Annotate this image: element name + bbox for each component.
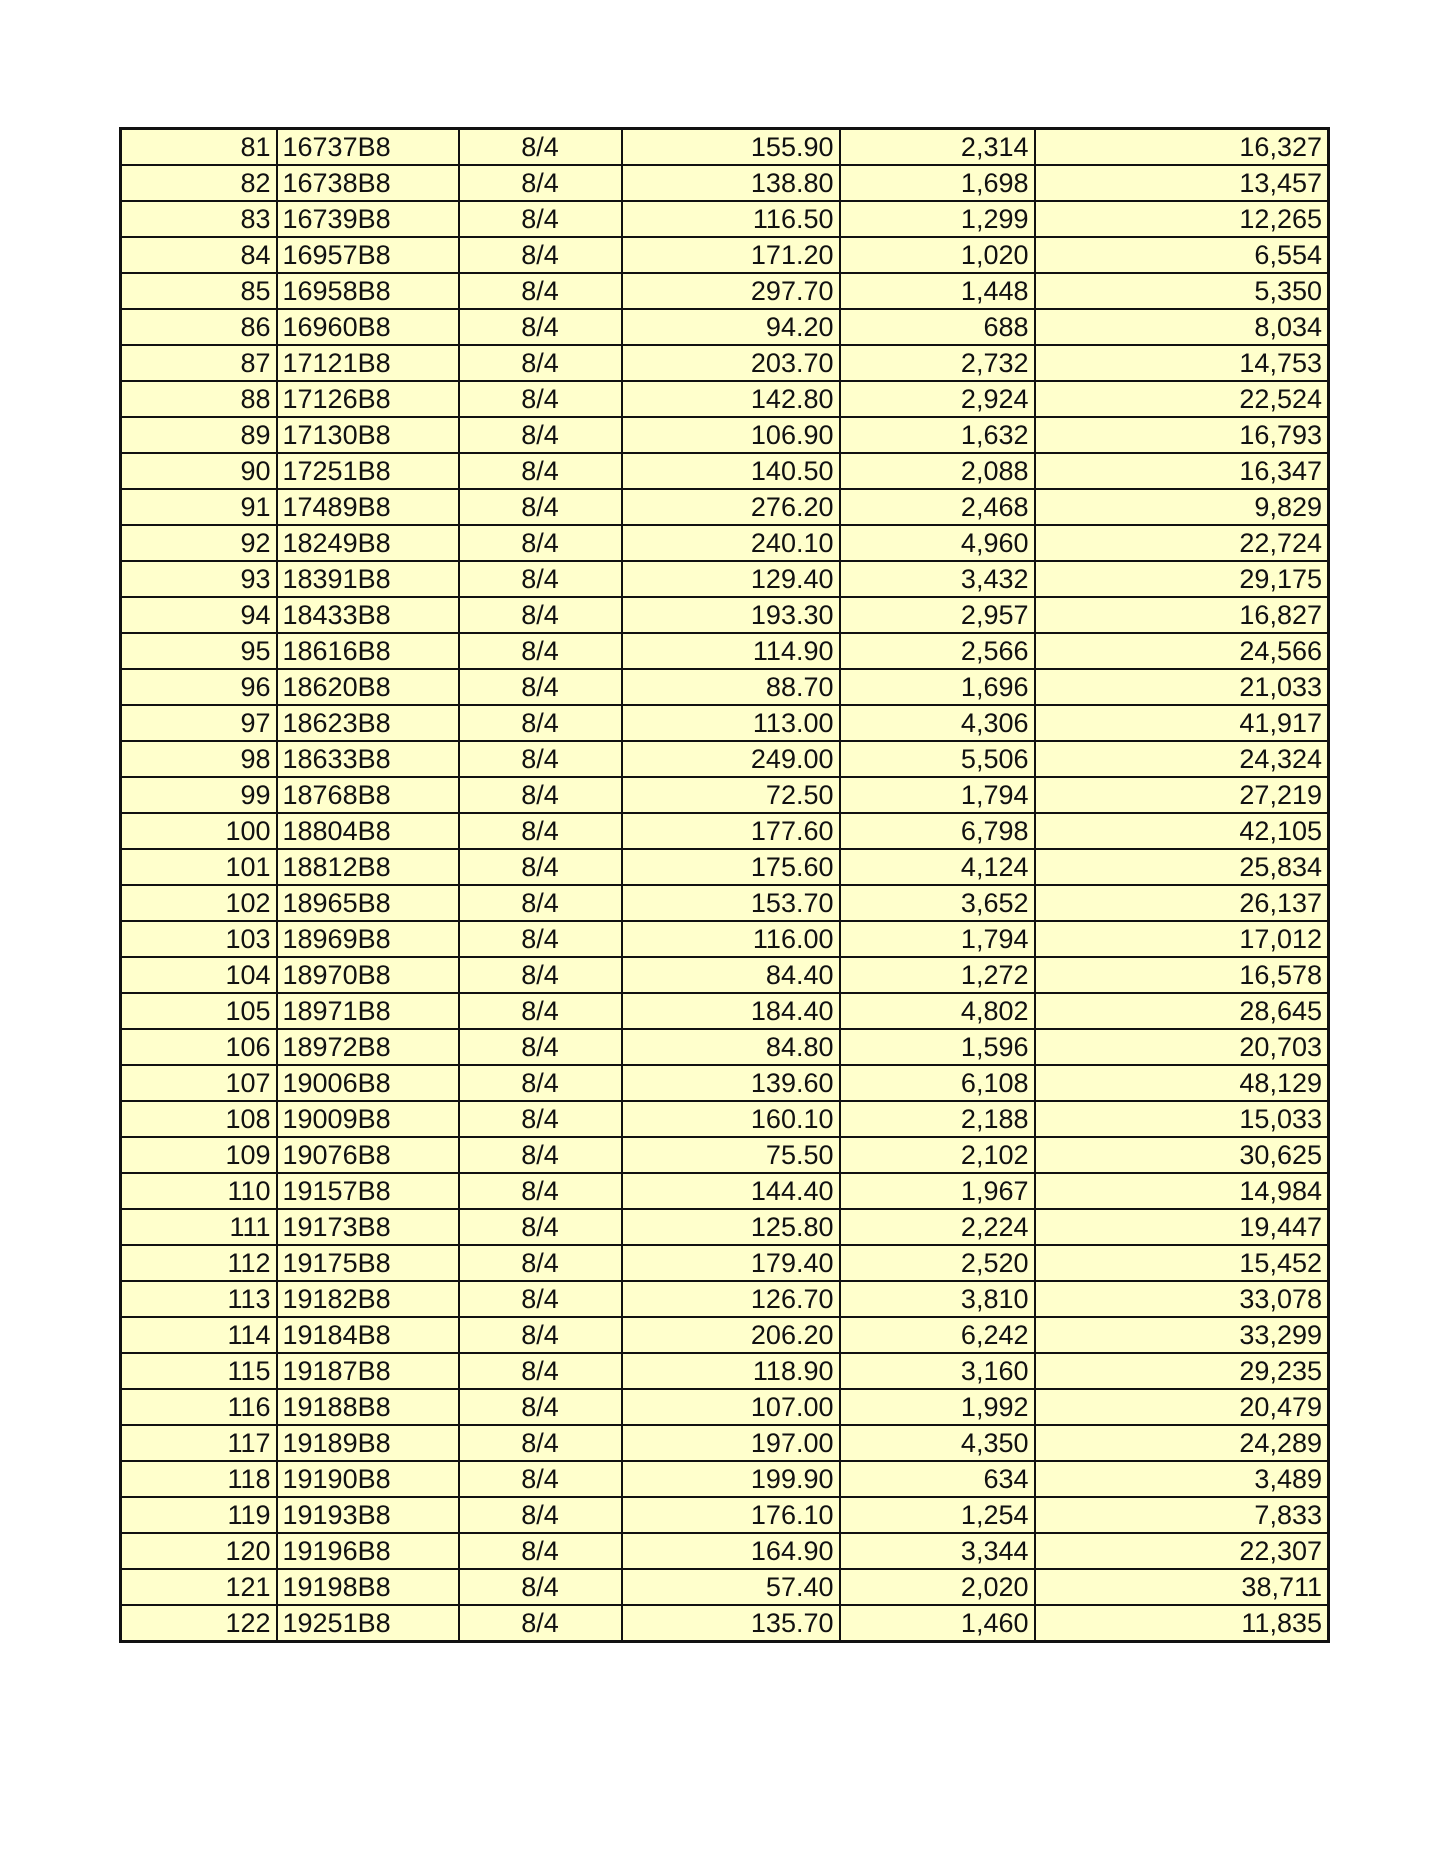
- item-code-cell: 17130B8: [277, 417, 459, 453]
- table-row: [121, 813, 1329, 849]
- row-number-cell: 104: [121, 957, 277, 993]
- thickness-cell: 8/4: [459, 633, 622, 669]
- count-cell: 6,242: [840, 1317, 1035, 1353]
- count-cell: 2,188: [840, 1101, 1035, 1137]
- value-cell: 297.70: [622, 273, 840, 309]
- value-cell: 199.90: [622, 1461, 840, 1497]
- table-row: [121, 1317, 1329, 1353]
- item-code-cell: 16960B8: [277, 309, 459, 345]
- thickness-cell: 8/4: [459, 1245, 622, 1281]
- row-number-cell: 95: [121, 633, 277, 669]
- table-row: [121, 1353, 1329, 1389]
- value-cell: 72.50: [622, 777, 840, 813]
- table-row: [121, 417, 1329, 453]
- total-cell: 21,033: [1035, 669, 1329, 705]
- value-cell: 164.90: [622, 1533, 840, 1569]
- total-cell: 29,235: [1035, 1353, 1329, 1389]
- total-cell: 16,327: [1035, 129, 1329, 166]
- table-row: [121, 561, 1329, 597]
- count-cell: 1,020: [840, 237, 1035, 273]
- value-cell: 129.40: [622, 561, 840, 597]
- thickness-cell: 8/4: [459, 1461, 622, 1497]
- total-cell: 27,219: [1035, 777, 1329, 813]
- thickness-cell: 8/4: [459, 1173, 622, 1209]
- table-row: [121, 129, 1329, 166]
- thickness-cell: 8/4: [459, 1569, 622, 1605]
- row-number-cell: 120: [121, 1533, 277, 1569]
- value-cell: 144.40: [622, 1173, 840, 1209]
- table-row: [121, 1389, 1329, 1425]
- item-code-cell: 19198B8: [277, 1569, 459, 1605]
- item-code-cell: 19190B8: [277, 1461, 459, 1497]
- value-cell: 203.70: [622, 345, 840, 381]
- thickness-cell: 8/4: [459, 453, 622, 489]
- row-number-cell: 112: [121, 1245, 277, 1281]
- table-row: [121, 1137, 1329, 1173]
- row-number-cell: 110: [121, 1173, 277, 1209]
- row-number-cell: 106: [121, 1029, 277, 1065]
- thickness-cell: 8/4: [459, 1425, 622, 1461]
- total-cell: 42,105: [1035, 813, 1329, 849]
- thickness-cell: 8/4: [459, 597, 622, 633]
- value-cell: 135.70: [622, 1605, 840, 1642]
- count-cell: 1,698: [840, 165, 1035, 201]
- row-number-cell: 100: [121, 813, 277, 849]
- item-code-cell: 16738B8: [277, 165, 459, 201]
- thickness-cell: 8/4: [459, 309, 622, 345]
- count-cell: 2,088: [840, 453, 1035, 489]
- table-row: [121, 597, 1329, 633]
- count-cell: 6,798: [840, 813, 1035, 849]
- thickness-cell: 8/4: [459, 1605, 622, 1642]
- count-cell: 1,794: [840, 777, 1035, 813]
- total-cell: 38,711: [1035, 1569, 1329, 1605]
- item-code-cell: 18969B8: [277, 921, 459, 957]
- table-row: [121, 1065, 1329, 1101]
- item-code-cell: 18391B8: [277, 561, 459, 597]
- count-cell: 634: [840, 1461, 1035, 1497]
- thickness-cell: 8/4: [459, 705, 622, 741]
- table-row: [121, 237, 1329, 273]
- thickness-cell: 8/4: [459, 525, 622, 561]
- count-cell: 1,992: [840, 1389, 1035, 1425]
- item-code-cell: 18623B8: [277, 705, 459, 741]
- item-code-cell: 16957B8: [277, 237, 459, 273]
- item-code-cell: 18971B8: [277, 993, 459, 1029]
- value-cell: 107.00: [622, 1389, 840, 1425]
- count-cell: 1,460: [840, 1605, 1035, 1642]
- thickness-cell: 8/4: [459, 813, 622, 849]
- item-code-cell: 19193B8: [277, 1497, 459, 1533]
- table-row: [121, 921, 1329, 957]
- item-code-cell: 18812B8: [277, 849, 459, 885]
- row-number-cell: 103: [121, 921, 277, 957]
- row-number-cell: 93: [121, 561, 277, 597]
- item-code-cell: 19182B8: [277, 1281, 459, 1317]
- value-cell: 88.70: [622, 669, 840, 705]
- item-code-cell: 18804B8: [277, 813, 459, 849]
- thickness-cell: 8/4: [459, 1065, 622, 1101]
- value-cell: 84.40: [622, 957, 840, 993]
- table-row: [121, 1605, 1329, 1642]
- value-cell: 175.60: [622, 849, 840, 885]
- table-row: [121, 1461, 1329, 1497]
- thickness-cell: 8/4: [459, 345, 622, 381]
- count-cell: 2,732: [840, 345, 1035, 381]
- row-number-cell: 86: [121, 309, 277, 345]
- count-cell: 1,448: [840, 273, 1035, 309]
- item-code-cell: 18768B8: [277, 777, 459, 813]
- row-number-cell: 115: [121, 1353, 277, 1389]
- count-cell: 2,957: [840, 597, 1035, 633]
- item-code-cell: 16739B8: [277, 201, 459, 237]
- item-code-cell: 17121B8: [277, 345, 459, 381]
- item-code-cell: 19076B8: [277, 1137, 459, 1173]
- thickness-cell: 8/4: [459, 1353, 622, 1389]
- row-number-cell: 117: [121, 1425, 277, 1461]
- item-code-cell: 17251B8: [277, 453, 459, 489]
- value-cell: 126.70: [622, 1281, 840, 1317]
- thickness-cell: 8/4: [459, 1317, 622, 1353]
- total-cell: 22,724: [1035, 525, 1329, 561]
- row-number-cell: 96: [121, 669, 277, 705]
- total-cell: 7,833: [1035, 1497, 1329, 1533]
- table-row: [121, 957, 1329, 993]
- table-row: [121, 741, 1329, 777]
- total-cell: 20,703: [1035, 1029, 1329, 1065]
- table-row: [121, 453, 1329, 489]
- row-number-cell: 94: [121, 597, 277, 633]
- table-body: [121, 129, 1329, 1642]
- value-cell: 75.50: [622, 1137, 840, 1173]
- value-cell: 171.20: [622, 237, 840, 273]
- count-cell: 1,596: [840, 1029, 1035, 1065]
- count-cell: 2,224: [840, 1209, 1035, 1245]
- value-cell: 276.20: [622, 489, 840, 525]
- count-cell: 1,696: [840, 669, 1035, 705]
- table-row: [121, 525, 1329, 561]
- row-number-cell: 121: [121, 1569, 277, 1605]
- count-cell: 4,124: [840, 849, 1035, 885]
- count-cell: 2,102: [840, 1137, 1035, 1173]
- count-cell: 2,314: [840, 129, 1035, 166]
- count-cell: 1,272: [840, 957, 1035, 993]
- value-cell: 94.20: [622, 309, 840, 345]
- item-code-cell: 19251B8: [277, 1605, 459, 1642]
- thickness-cell: 8/4: [459, 1137, 622, 1173]
- table-row: [121, 705, 1329, 741]
- item-code-cell: 18249B8: [277, 525, 459, 561]
- row-number-cell: 87: [121, 345, 277, 381]
- value-cell: 176.10: [622, 1497, 840, 1533]
- table-row: [121, 669, 1329, 705]
- thickness-cell: 8/4: [459, 669, 622, 705]
- count-cell: 2,566: [840, 633, 1035, 669]
- value-cell: 113.00: [622, 705, 840, 741]
- item-code-cell: 18972B8: [277, 1029, 459, 1065]
- row-number-cell: 108: [121, 1101, 277, 1137]
- value-cell: 197.00: [622, 1425, 840, 1461]
- table-row: [121, 489, 1329, 525]
- thickness-cell: 8/4: [459, 921, 622, 957]
- item-code-cell: 19187B8: [277, 1353, 459, 1389]
- value-cell: 116.00: [622, 921, 840, 957]
- row-number-cell: 113: [121, 1281, 277, 1317]
- value-cell: 155.90: [622, 129, 840, 166]
- count-cell: 2,924: [840, 381, 1035, 417]
- row-number-cell: 83: [121, 201, 277, 237]
- table-row: [121, 849, 1329, 885]
- table-row: [121, 1569, 1329, 1605]
- total-cell: 24,566: [1035, 633, 1329, 669]
- total-cell: 9,829: [1035, 489, 1329, 525]
- total-cell: 26,137: [1035, 885, 1329, 921]
- item-code-cell: 18965B8: [277, 885, 459, 921]
- item-code-cell: 19173B8: [277, 1209, 459, 1245]
- table-row: [121, 201, 1329, 237]
- row-number-cell: 114: [121, 1317, 277, 1353]
- table-row: [121, 885, 1329, 921]
- value-cell: 138.80: [622, 165, 840, 201]
- table-row: [121, 1101, 1329, 1137]
- total-cell: 8,034: [1035, 309, 1329, 345]
- count-cell: 1,632: [840, 417, 1035, 453]
- table-row: [121, 1425, 1329, 1461]
- table-row: [121, 1029, 1329, 1065]
- count-cell: 688: [840, 309, 1035, 345]
- item-code-cell: 19188B8: [277, 1389, 459, 1425]
- total-cell: 28,645: [1035, 993, 1329, 1029]
- thickness-cell: 8/4: [459, 1497, 622, 1533]
- item-code-cell: 19006B8: [277, 1065, 459, 1101]
- table-row: [121, 1173, 1329, 1209]
- row-number-cell: 122: [121, 1605, 277, 1642]
- item-code-cell: 17126B8: [277, 381, 459, 417]
- thickness-cell: 8/4: [459, 165, 622, 201]
- total-cell: 16,347: [1035, 453, 1329, 489]
- value-cell: 179.40: [622, 1245, 840, 1281]
- thickness-cell: 8/4: [459, 561, 622, 597]
- table-row: [121, 1209, 1329, 1245]
- table-row: [121, 345, 1329, 381]
- item-code-cell: 19009B8: [277, 1101, 459, 1137]
- item-code-cell: 19157B8: [277, 1173, 459, 1209]
- count-cell: 4,306: [840, 705, 1035, 741]
- total-cell: 16,827: [1035, 597, 1329, 633]
- value-cell: 160.10: [622, 1101, 840, 1137]
- item-code-cell: 16737B8: [277, 129, 459, 166]
- count-cell: 2,020: [840, 1569, 1035, 1605]
- table-row: [121, 165, 1329, 201]
- total-cell: 24,289: [1035, 1425, 1329, 1461]
- item-code-cell: 18616B8: [277, 633, 459, 669]
- table-row: [121, 1533, 1329, 1569]
- value-cell: 177.60: [622, 813, 840, 849]
- value-cell: 84.80: [622, 1029, 840, 1065]
- row-number-cell: 90: [121, 453, 277, 489]
- count-cell: 2,520: [840, 1245, 1035, 1281]
- item-code-cell: 16958B8: [277, 273, 459, 309]
- row-number-cell: 101: [121, 849, 277, 885]
- thickness-cell: 8/4: [459, 489, 622, 525]
- item-code-cell: 19184B8: [277, 1317, 459, 1353]
- total-cell: 12,265: [1035, 201, 1329, 237]
- row-number-cell: 116: [121, 1389, 277, 1425]
- value-cell: 193.30: [622, 597, 840, 633]
- count-cell: 1,299: [840, 201, 1035, 237]
- total-cell: 15,033: [1035, 1101, 1329, 1137]
- thickness-cell: 8/4: [459, 1281, 622, 1317]
- count-cell: 1,967: [840, 1173, 1035, 1209]
- total-cell: 17,012: [1035, 921, 1329, 957]
- total-cell: 11,835: [1035, 1605, 1329, 1642]
- total-cell: 22,524: [1035, 381, 1329, 417]
- total-cell: 3,489: [1035, 1461, 1329, 1497]
- table-row: [121, 777, 1329, 813]
- item-code-cell: 18433B8: [277, 597, 459, 633]
- count-cell: 2,468: [840, 489, 1035, 525]
- thickness-cell: 8/4: [459, 741, 622, 777]
- value-cell: 116.50: [622, 201, 840, 237]
- value-cell: 114.90: [622, 633, 840, 669]
- value-cell: 142.80: [622, 381, 840, 417]
- total-cell: 19,447: [1035, 1209, 1329, 1245]
- total-cell: 20,479: [1035, 1389, 1329, 1425]
- thickness-cell: 8/4: [459, 1389, 622, 1425]
- count-cell: 4,960: [840, 525, 1035, 561]
- table-row: [121, 1497, 1329, 1533]
- total-cell: 6,554: [1035, 237, 1329, 273]
- row-number-cell: 118: [121, 1461, 277, 1497]
- total-cell: 25,834: [1035, 849, 1329, 885]
- item-code-cell: 18633B8: [277, 741, 459, 777]
- total-cell: 5,350: [1035, 273, 1329, 309]
- count-cell: 3,160: [840, 1353, 1035, 1389]
- total-cell: 15,452: [1035, 1245, 1329, 1281]
- item-code-cell: 18970B8: [277, 957, 459, 993]
- row-number-cell: 88: [121, 381, 277, 417]
- total-cell: 16,793: [1035, 417, 1329, 453]
- row-number-cell: 107: [121, 1065, 277, 1101]
- count-cell: 6,108: [840, 1065, 1035, 1101]
- count-cell: 1,794: [840, 921, 1035, 957]
- row-number-cell: 111: [121, 1209, 277, 1245]
- total-cell: 13,457: [1035, 165, 1329, 201]
- row-number-cell: 85: [121, 273, 277, 309]
- count-cell: 4,350: [840, 1425, 1035, 1461]
- count-cell: 1,254: [840, 1497, 1035, 1533]
- row-number-cell: 89: [121, 417, 277, 453]
- item-code-cell: 19175B8: [277, 1245, 459, 1281]
- table-row: [121, 1245, 1329, 1281]
- value-cell: 240.10: [622, 525, 840, 561]
- row-number-cell: 82: [121, 165, 277, 201]
- total-cell: 22,307: [1035, 1533, 1329, 1569]
- thickness-cell: 8/4: [459, 1209, 622, 1245]
- thickness-cell: 8/4: [459, 201, 622, 237]
- value-cell: 184.40: [622, 993, 840, 1029]
- total-cell: 24,324: [1035, 741, 1329, 777]
- value-cell: 139.60: [622, 1065, 840, 1101]
- total-cell: 14,753: [1035, 345, 1329, 381]
- item-code-cell: 19189B8: [277, 1425, 459, 1461]
- table-row: [121, 633, 1329, 669]
- data-table: [119, 127, 1330, 1643]
- thickness-cell: 8/4: [459, 957, 622, 993]
- row-number-cell: 84: [121, 237, 277, 273]
- row-number-cell: 92: [121, 525, 277, 561]
- item-code-cell: 18620B8: [277, 669, 459, 705]
- total-cell: 14,984: [1035, 1173, 1329, 1209]
- value-cell: 153.70: [622, 885, 840, 921]
- value-cell: 125.80: [622, 1209, 840, 1245]
- thickness-cell: 8/4: [459, 381, 622, 417]
- row-number-cell: 81: [121, 129, 277, 166]
- table-row: [121, 993, 1329, 1029]
- count-cell: 3,344: [840, 1533, 1035, 1569]
- thickness-cell: 8/4: [459, 1029, 622, 1065]
- value-cell: 118.90: [622, 1353, 840, 1389]
- thickness-cell: 8/4: [459, 129, 622, 166]
- row-number-cell: 109: [121, 1137, 277, 1173]
- row-number-cell: 97: [121, 705, 277, 741]
- thickness-cell: 8/4: [459, 273, 622, 309]
- item-code-cell: 17489B8: [277, 489, 459, 525]
- item-code-cell: 19196B8: [277, 1533, 459, 1569]
- value-cell: 206.20: [622, 1317, 840, 1353]
- row-number-cell: 99: [121, 777, 277, 813]
- total-cell: 33,078: [1035, 1281, 1329, 1317]
- table-row: [121, 309, 1329, 345]
- row-number-cell: 102: [121, 885, 277, 921]
- value-cell: 106.90: [622, 417, 840, 453]
- count-cell: 3,432: [840, 561, 1035, 597]
- total-cell: 16,578: [1035, 957, 1329, 993]
- thickness-cell: 8/4: [459, 777, 622, 813]
- thickness-cell: 8/4: [459, 993, 622, 1029]
- thickness-cell: 8/4: [459, 1533, 622, 1569]
- row-number-cell: 105: [121, 993, 277, 1029]
- total-cell: 41,917: [1035, 705, 1329, 741]
- value-cell: 140.50: [622, 453, 840, 489]
- thickness-cell: 8/4: [459, 1101, 622, 1137]
- table-row: [121, 381, 1329, 417]
- count-cell: 4,802: [840, 993, 1035, 1029]
- row-number-cell: 91: [121, 489, 277, 525]
- total-cell: 30,625: [1035, 1137, 1329, 1173]
- thickness-cell: 8/4: [459, 237, 622, 273]
- thickness-cell: 8/4: [459, 417, 622, 453]
- thickness-cell: 8/4: [459, 849, 622, 885]
- table-row: [121, 1281, 1329, 1317]
- count-cell: 3,810: [840, 1281, 1035, 1317]
- row-number-cell: 98: [121, 741, 277, 777]
- table-row: [121, 273, 1329, 309]
- total-cell: 48,129: [1035, 1065, 1329, 1101]
- count-cell: 5,506: [840, 741, 1035, 777]
- value-cell: 57.40: [622, 1569, 840, 1605]
- count-cell: 3,652: [840, 885, 1035, 921]
- value-cell: 249.00: [622, 741, 840, 777]
- row-number-cell: 119: [121, 1497, 277, 1533]
- thickness-cell: 8/4: [459, 885, 622, 921]
- total-cell: 29,175: [1035, 561, 1329, 597]
- total-cell: 33,299: [1035, 1317, 1329, 1353]
